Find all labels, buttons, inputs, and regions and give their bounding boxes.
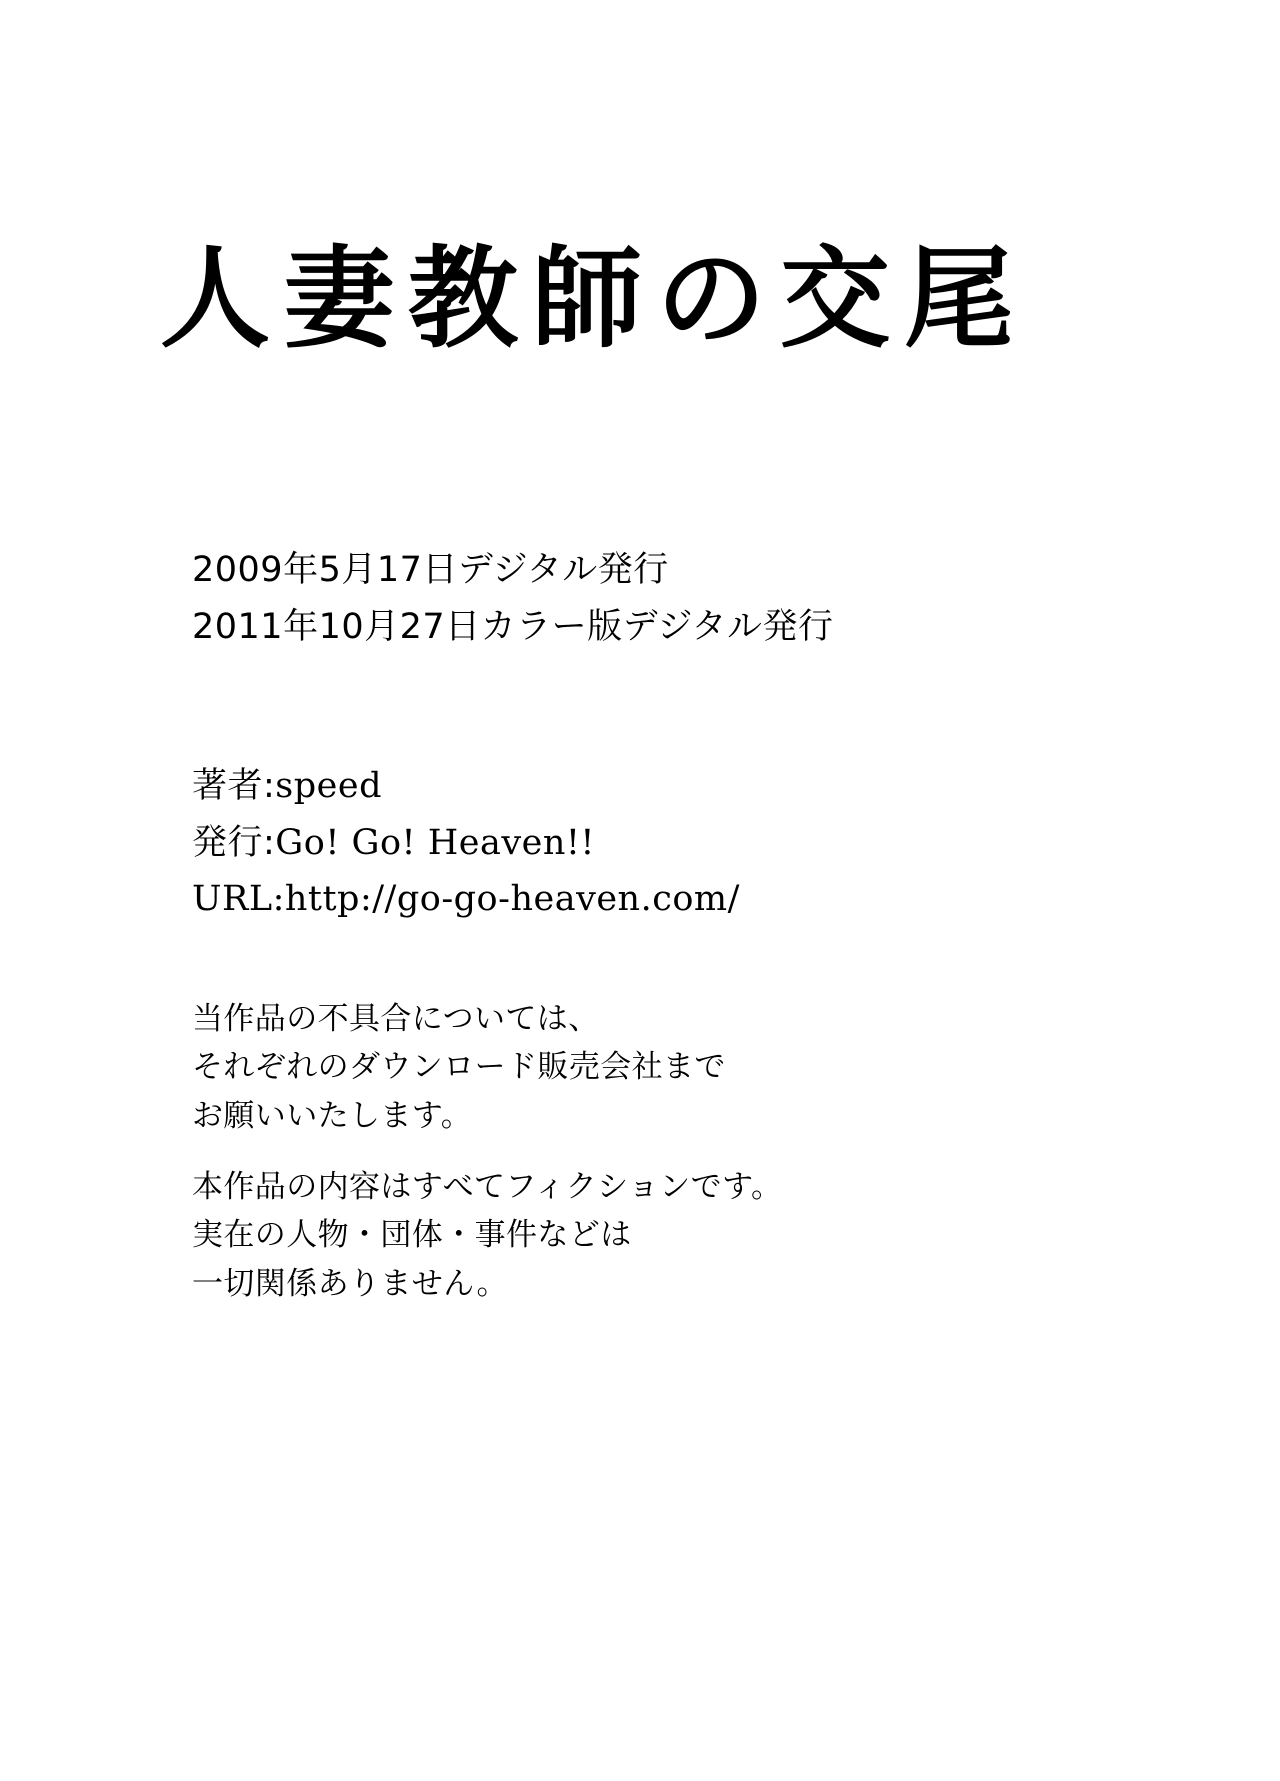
fiction-disclaimer: [192, 1163, 782, 1308]
support-notice-line: お願いいたします。: [192, 1097, 473, 1134]
support-notice-line: それぞれのダウンロード販売会社まで: [192, 1049, 726, 1086]
page-title: 人妻教師の交尾: [160, 234, 1028, 363]
support-notice-line: 当作品の不具合については、: [192, 1001, 600, 1037]
credits-block: [192, 758, 740, 928]
author-line: [192, 758, 740, 815]
publisher-label: 発行:: [192, 822, 276, 863]
fiction-disclaimer-line: 実在の人物・団体・事件などは: [192, 1217, 632, 1254]
url-value[interactable]: http://go-go-heaven.com/: [284, 879, 740, 920]
url-line: [192, 871, 740, 928]
publication-date-line: 2009年5月17日デジタル発行: [192, 550, 669, 590]
publisher-line: [192, 815, 740, 872]
publication-date-line: 2011年10月27日カラー版デジタル発行: [192, 606, 834, 647]
author-value: speed: [275, 766, 382, 806]
support-notice: [192, 995, 726, 1140]
publication-dates: [192, 542, 834, 655]
fiction-disclaimer-line: 本作品の内容はすべてフィクションです。: [192, 1169, 783, 1205]
url-label: URL:: [192, 879, 285, 920]
author-label: 著者:: [192, 766, 276, 806]
fiction-disclaimer-line: 一切関係ありません。: [192, 1265, 508, 1302]
publisher-value: Go! Go! Heaven!!: [275, 822, 595, 863]
